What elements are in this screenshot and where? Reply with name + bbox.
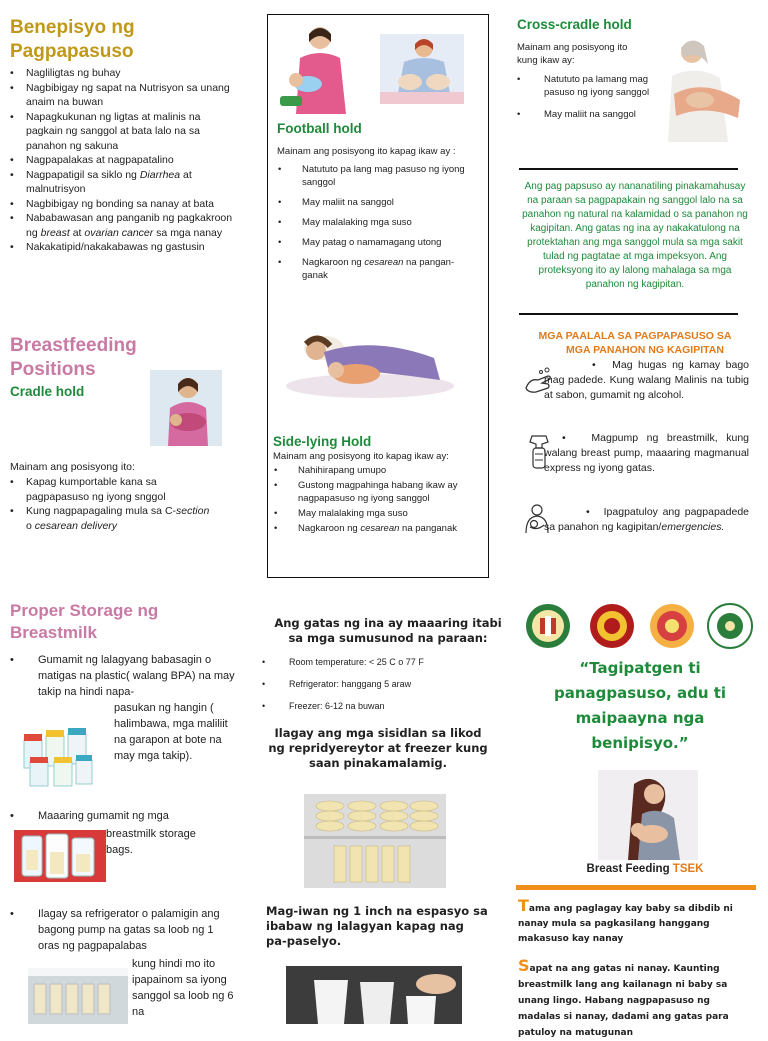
- storage-item: • Maaaring gumamit ng mga: [8, 808, 238, 824]
- benefit-item: • Nagpapalakas at nagpapatalino: [8, 153, 236, 168]
- football-hold-title: Football hold: [277, 121, 362, 136]
- cradle-hold-title: Cradle hold: [10, 384, 85, 399]
- storage-list-3: [8, 906, 236, 954]
- benefit-item: • Nagbibigay ng sapat na Nutrisyon sa unang anaim na buwan: [8, 81, 236, 110]
- duration-item: • Room temperature: < 25 C o 77 F: [260, 656, 500, 668]
- cross-cradle-illustration: [654, 34, 750, 142]
- reminder-item-1: • Mag hugas ng kamay bago mag padede. Kung walang Malinis na tubig at sabon, gumamit ng alcohol.: [544, 359, 749, 401]
- reminder-item-3: • Ipagpatuloy ang pagpapadede sa panahon ng kagipitan/emergencies.: [544, 506, 749, 533]
- benefits-title-line1: Benepisyo ng: [10, 17, 135, 38]
- football-intro: Mainam ang posisyong ito kapag ikaw ay :: [277, 146, 456, 157]
- freezer-milk-image: [304, 794, 446, 888]
- duration-note-2: Mag-iwan ng 1 inch na espasyo sa ibabaw ng lalagyan kapag nag pa-paselyo.: [266, 904, 488, 948]
- cross-cradle-title: Cross-cradle hold: [517, 17, 632, 32]
- duration-note-1: Ilagay ang mga sisidlan sa likod ng repridyereytor at freezer kung saan pinakamalamig.: [268, 726, 488, 770]
- cradle-item: • Kapag kumportable kana sa pagpapasuso ng iyong snggol: [8, 475, 218, 504]
- tsek-paragraph-2: Sapat na ang gatas ni nanay. Kaunting breastmilk lang ang kailanagn ni baby sa unang lingo. Habang nagpapasuso ng madalas si nanay, dadami ang gatas para patuloy na matugunan: [518, 956, 729, 1038]
- reminders-title-line1: MGA PAALALA SA PAGPAPASUSO SA: [538, 330, 732, 342]
- benefit-item: • Napagkukunan ng ligtas at malinis na pagkain ng sanggol at bata lalo na sa panahon ng sakuna: [8, 110, 236, 154]
- side-lying-item: • Nahihirapang umupo: [272, 464, 482, 477]
- benefit-item: • Nagbibigay ng bonding sa nanay at bata: [8, 197, 236, 212]
- football-list: [276, 163, 476, 282]
- benefits-title: [10, 16, 250, 64]
- storage-title-line2: Breastmilk: [10, 623, 97, 642]
- benefits-list: [8, 66, 236, 255]
- reminders-title-line2: MGA PANAHON NG KAGIPITAN: [566, 344, 724, 356]
- reminder-bullet: •: [562, 432, 592, 444]
- duration-title: Ang gatas ng ina ay maaaring itabi sa mga sumusunod na paraan:: [274, 616, 502, 645]
- reminders-title: [518, 329, 752, 357]
- divider-top: [519, 168, 738, 170]
- breastfeeding-tsek-logo: [598, 770, 698, 860]
- side-lying-intro: Mainam ang posisyong ito kapag ikaw ay:: [273, 451, 449, 462]
- side-lying-item: • Nagkaroon ng cesarean na panganak: [272, 522, 482, 535]
- emergency-paragraph: Ang pag papsuso ay nananatiling pinakamahusay na paraan sa pagpapakain ng sanggol lalo na sa panahon ng natural na kalamidad o sa panahon ng kagipitan. Ang gatas ng ina ay nakakatulong na protektahan ang mga sanggol mula sa mga sakit tulad ng pagtatae at mga impeksyon. Ang proteksyong ito ay lalong mahalaga sa mga panahon ng kagipitan.: [522, 181, 748, 290]
- benefit-item: • Nagliligtas ng buhay: [8, 66, 236, 81]
- cradle-item: • Kung nagpapagaling mula sa C-section o cesarean delivery: [8, 504, 218, 533]
- side-lying-list: [272, 464, 482, 535]
- reminder-bullet: •: [586, 506, 604, 518]
- cradle-intro: Mainam ang posisyong ito:: [10, 461, 135, 473]
- storage-jars-image: [16, 722, 100, 788]
- duration-item: • Freezer: 6-12 na buwan: [260, 700, 500, 712]
- cross-cradle-list: [515, 73, 651, 121]
- side-lying-item: • May malalaking mga suso: [272, 507, 482, 520]
- reminder-item-2: • Magpump ng breastmilk, kung walang breast pump, maaaring magmanual express ng iyong gatas.: [544, 432, 749, 474]
- doh-seal-logo: [526, 604, 570, 648]
- positions-title-line1: Breastfeeding: [10, 335, 137, 356]
- storage-item: • Ilagay sa refrigerator o palamigin ang bagong pump na gatas sa loob ng 1 oras ng pagpapalabas: [8, 906, 236, 954]
- benefits-title-line2: Pagpapasuso: [10, 41, 134, 62]
- storage-title-line1: Proper Storage ng: [10, 601, 159, 620]
- cross-cradle-item: • Natututo pa lamang mag pasuso ng iyong sanggol: [515, 73, 651, 99]
- side-lying-item: • Gustong magpahinga habang ikaw ay nagpapasuso ng iyong sanggol: [272, 479, 482, 505]
- storage-item2-continued: breastmilk storage bags.: [106, 828, 196, 856]
- divider-bottom: [519, 313, 738, 315]
- football-item: • Nagkaroon ng cesarean na pangan-ganak: [276, 256, 476, 282]
- side-lying-illustration: [284, 322, 456, 402]
- benefit-item: • Nababawasan ang panganib ng pagkakroon ng breast at ovarian cancer sa mga nanay: [8, 211, 236, 240]
- pouring-milk-image: [286, 966, 462, 1024]
- positions-title-line2: Positions: [10, 359, 96, 380]
- duration-item: • Refrigerator: hanggang 5 araw: [260, 678, 500, 690]
- side-lying-title: Side-lying Hold: [273, 434, 372, 449]
- football-hold-twins-illustration: [380, 34, 464, 104]
- seals-row: [526, 602, 754, 654]
- duration-list: [260, 656, 500, 712]
- reminder-bullet: •: [592, 359, 613, 371]
- tsek-paragraph-1: Tama ang paglagay kay baby sa dibdib ni nanay mula sa pagkasilang hanggang makasuso kay nanay: [518, 896, 733, 944]
- tsek-orange-rule: [516, 885, 756, 890]
- cradle-hold-illustration: [150, 370, 222, 446]
- storage-list-1: [8, 652, 238, 700]
- tsek-logo-label: Breast Feeding TSEK: [586, 863, 704, 875]
- benefit-item: • Nakakatipid/nakakabawas ng gastusin: [8, 240, 236, 255]
- storage-item1-continued: pasukan ng hangin ( halimbawa, mga maliliit na garapon at bote na may mga takip).: [114, 702, 228, 762]
- football-item: • May malalaking mga suso: [276, 216, 476, 229]
- football-hold-illustration: [276, 22, 354, 114]
- football-item: • May patag o namamagang utong: [276, 236, 476, 249]
- storage-bags-image: [14, 830, 106, 882]
- cradle-list: [8, 475, 218, 533]
- football-item: • Natututo pa lang mag pasuso ng iyong sanggol: [276, 163, 476, 189]
- cross-cradle-item: • May maliit na sanggol: [515, 108, 651, 121]
- provincial-seal-logo: [650, 604, 694, 648]
- storage-item: • Gumamit ng lalagyang babasagin o matigas na plastic( walang BPA) na may takip na hindi napa-: [8, 652, 238, 700]
- football-item: • May maliit na sanggol: [276, 196, 476, 209]
- benefit-item: • Nagpapatigil sa siklo ng Diarrhea at malnutrisyon: [8, 168, 236, 197]
- storage-list-2: [8, 808, 238, 824]
- fridge-milk-image: [28, 968, 128, 1024]
- nutrition-council-seal-logo: [708, 604, 752, 648]
- cross-cradle-intro: Mainam ang posisyong ito kung ikaw ay:: [517, 42, 628, 66]
- storage-item3-continued: kung hindi mo ito ipapainom sa iyong sanggol sa loob ng 6 na: [132, 958, 234, 1018]
- tsek-quote: “Tagipatgen ti panagpasuso, adu ti maipaayna nga benipisyo.”: [553, 659, 727, 752]
- municipal-seal-logo: [590, 604, 634, 648]
- storage-title: [10, 600, 250, 644]
